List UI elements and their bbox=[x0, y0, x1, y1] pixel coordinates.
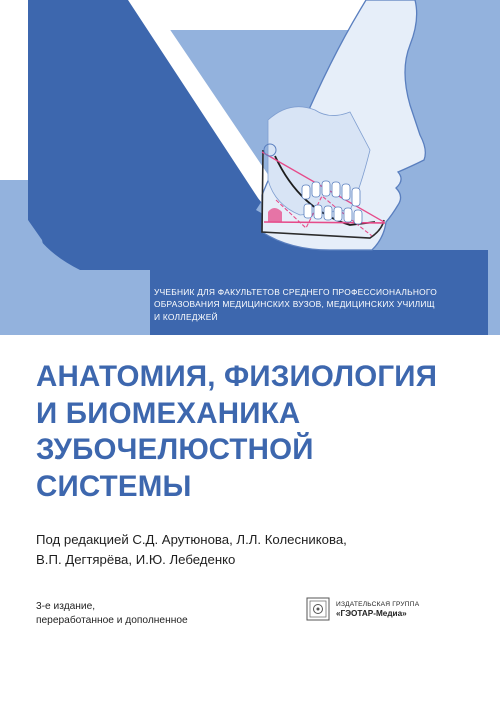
book-title-line-2: И БИОМЕХАНИКА bbox=[36, 396, 301, 430]
editors-line-1: Под редакцией С.Д. Арутюнова, Л.Л. Колесникова, bbox=[36, 532, 347, 547]
book-title bbox=[36, 359, 437, 505]
publisher-brand: «ГЭОТАР-Медиа» bbox=[336, 609, 407, 618]
series-note-line-2: ОБРАЗОВАНИЯ МЕДИЦИНСКИХ ВУЗОВ, МЕДИЦИНСКИХ УЧИЛИЩ bbox=[154, 299, 435, 310]
edition-note bbox=[36, 600, 188, 627]
series-note-line-3: И КОЛЛЕДЖЕЙ bbox=[154, 311, 218, 322]
publisher-emblem-icon bbox=[306, 597, 330, 621]
book-title-line-4: СИСТЕМЫ bbox=[36, 469, 192, 503]
series-note-line-1: УЧЕБНИК ДЛЯ ФАКУЛЬТЕТОВ СРЕДНЕГО ПРОФЕССИОНАЛЬНОГО bbox=[154, 287, 438, 297]
publisher-logo bbox=[306, 597, 424, 623]
book-title-line-3: ЗУБОЧЕЛЮСТНОЙ bbox=[36, 433, 314, 466]
series-note bbox=[154, 286, 454, 323]
editors-credit bbox=[36, 530, 347, 569]
book-title-line-1: АНАТОМИЯ, ФИЗИОЛОГИЯ bbox=[36, 360, 438, 393]
publisher-group-label: ИЗДАТЕЛЬСКАЯ ГРУППА bbox=[336, 601, 420, 608]
edition-line-2: переработанное и дополненное bbox=[36, 614, 188, 626]
publisher-name bbox=[336, 601, 419, 619]
cover-illustration bbox=[0, 0, 500, 335]
editors-line-2: В.П. Дегтярёва, И.Ю. Лебеденко bbox=[36, 551, 236, 567]
edition-line-1: 3-е издание, bbox=[36, 601, 96, 612]
